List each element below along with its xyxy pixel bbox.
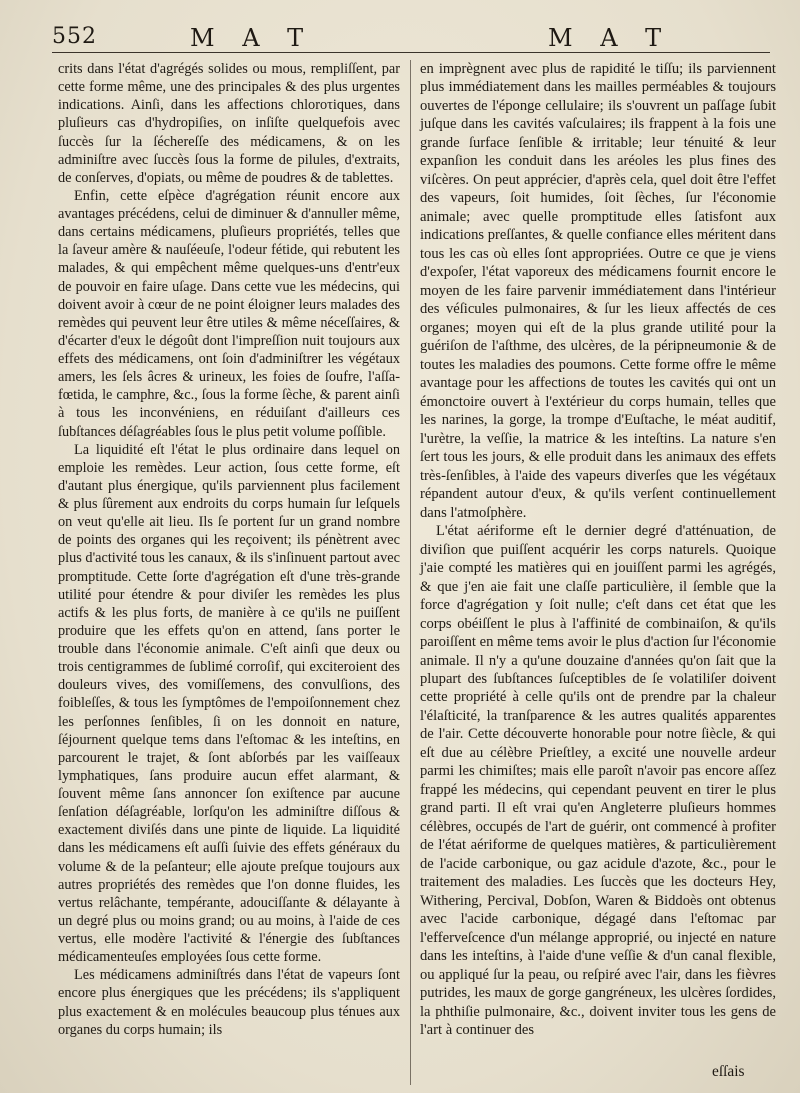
paragraph: Enfin, cette eſpèce d'agrégation réunit encore aux avantages précédens, celui de diminuer & d'annuller même, dans certains médicamens, pluſieurs propriétés, telles que la ſaveur amère & nauſéeuſe, l'odeur fétide, qui rebutent les malades, & qui empêchent même quelques-uns d'entr'eux de pouvoir en faire uſage. Dans cette vue les médecins, qui doivent avoir à cœur de ne point éloigner leurs malades des remèdes qui peuvent leur être utiles & même néceſſaires, & d'écarter d'eux le dégoût dont l'impreſſion nuit toujours aux effets des médicamens, ont ſoin d'adminiſtrer les végétaux amers, les ſels âcres & urineux, les foies de ſoufre, l'aſſa-fœtida, le camphre, &c., ſous la forme ſèche, & parent ainſi à tous les inconvéniens, en réduiſant d'ailleurs ces ſubſtances déſagréables ſous le plus petit volume poſſible. bbox=[58, 187, 400, 440]
left-column bbox=[58, 60, 400, 1039]
page-header bbox=[52, 24, 770, 54]
page-number: 552 bbox=[52, 24, 97, 49]
catchword: eſſais bbox=[712, 1063, 745, 1080]
running-head-left: M A T bbox=[190, 24, 314, 52]
paragraph: L'état aériforme eſt le dernier degré d'atténuation, de diviſion que puiſſent acquérir les corps naturels. Quoique j'aie compté les matières qui en jouiſſent parmi les agrégés, & que j'en aie fait une claſſe particulière, il ſemble que la force d'agrégation y ſoit nulle; c'eſt dans cet état que les corps obéiſſent le plus à l'affinité de combinaiſon, & qu'ils paroiſſent en même tems avoir le plus d'action ſur l'économie animale. Il n'y a qu'une douzaine d'années qu'on ſait que la plupart des ſubſtances ſuſceptibles de ſe volatiliſer doivent cette propriété à celle qu'ils ont de prendre par la chaleur l'élaſticité, la tranſparence & les autres qualités apparentes de l'air. Cette découverte honorable pour notre ſiècle, & qui eſt due au célèbre Prieſtley, a excité une nouvelle ardeur parmi les chimiſtes; mais elle paroît n'avoir pas encore aſſez frappé les médecins, qui cependant peuvent en tirer le plus grand parti. Il eſt vrai qu'en Angleterre pluſieurs hommes célèbres, occupés de l'art de guérir, ont commencé à profiter de l'état aériforme de quelques matières, & particulièrement de l'acide carbonique, ou gaz acidule d'azote, &c., pour le traitement des maladies. Les ſuccès que les docteurs Hey, Withering, Percival, Dobſon, Waren & Biddoès ont obtenus avec l'acide carbonique, dégagé dans l'eſtomac par l'efferveſcence d'un mélange approprié, ou injecté en nature dans les inteſtins, à l'aide d'une veſſie & d'un canal flexible, ou appliqué ſur la peau, ou reſpiré avec l'air, dans les fièvres putrides, les maux de gorge gangréneux, les ulcères ſordides, la phthiſie pulmonaire, &c., doivent inviter tous les gens de l'art à continuer des bbox=[420, 523, 776, 1039]
header-rule bbox=[52, 52, 770, 53]
running-head-right: M A T bbox=[548, 24, 672, 52]
right-column bbox=[420, 60, 776, 1040]
paragraph: La liquidité eſt l'état le plus ordinaire dans lequel on emploie les remèdes. Leur action, ſous cette forme, eſt d'autant plus énergique, qu'ils parviennent plus facilement & plus ſûrement aux endroits du corps humain ſur leſquels on veut qu'elle ait lieu. Ils ſe portent ſur un grand nombre de points des organes qui les reçoivent; ils pénètrent avec plus d'activité tous les canaux, & ils s'inſinuent partout avec promptitude. Cette ſorte d'agrégation eſt d'une très-grande utilité pour étendre & pour diviſer les remèdes les plus actifs & les plus forts, de manière à ce qu'ils ne puiſſent produire que les effets qu'on en attend, ſans porter le trouble dans l'économie animale. C'eſt ainſi que deux ou trois centigrammes de ſublimé corroſif, qui exciteroient des douleurs vives, des vomiſſemens, des convulſions, des foibleſſes, & tous les ſymptômes de l'empoiſonnement chez les perſonnes ſenſibles, ſi on les donnoit en nature, ſéjournent quelque tems dans l'eſtomac & les inteſtins, en parcourent le trajet, & ſont abſorbés par les vaiſſeaux lymphatiques, ſans produire aucun effet alarmant, & ſouvent même ſans annoncer ſon exiſtence par aucune ſenſation déſagréable, lorſqu'on les adminiſtre diſſous & exactement diviſés dans une pinte de liquide. La liquidité dans les médicamens eſt auſſi ſuivie des effets généraux du volume & de la peſanteur; elle ajoute preſque toujours aux autres propriétés des remèdes que l'on donne fluides, les vertus relâchante, tempérante, adouciſſante & délayante à un degré plus ou moins grand; ou au moins, à l'aide de ces vertus, elle modère l'activité & l'énergie des ſubſtances médicamenteuſes employées ſous cette forme. bbox=[58, 441, 400, 966]
paragraph: en imprègnent avec plus de rapidité le tiſſu; ils parviennent plus immédiatement dans les mailles perméables & toujours ouvertes de l'éponge cellulaire; ils s'ouvrent un paſſage ſubit juſque dans les cavités vaſculaires; ils frappent à la fois une grande ſurface ſenſible & irritable; leur ténuité & leur expanſion les conduit dans les aréoles les plus fines des viſcères. On peut apprécier, d'après cela, quel doit être l'effet des vapeurs, ſoit humides, ſoit ſèches, ſur l'économie animale; avec quelle promptitude elles ſatisfont aux indications preſſantes, & quelle confiance elles méritent dans tous les cas où elles ſont appropriées. Outre ce que je viens d'expoſer, l'état vaporeux des médicamens fournit encore le moyen de les faire parvenir immédiatement dans l'intérieur des véſicules pulmonaires, & ſur les lieux affectés de ces organes; moyen qui eſt de la plus grande utilité pour la guériſon de l'aſthme, des ulcères, de la péripneumonie & de toutes les maladies des poumons. Cette forme offre le même avantage pour les affections de toutes les cavités qui ont un émonctoire ouvert à l'extérieur du corps humain, telles que les narines, la gorge, la trompe d'Euſtache, le méat auditif, l'urètre, la veſſie, la matrice & les inteſtins. La nature s'en ſert tous les jours, & elle produit dans les animaux des effets très-ſenſibles, à l'aide des vapeurs diverſes que les végétaux répandent autour d'eux, & qu'ils verſent continuellement dans l'atmoſphère. bbox=[420, 61, 776, 521]
column-divider bbox=[410, 60, 411, 1085]
paragraph: crits dans l'état d'agrégés solides ou mous, rempliſſent, par cette forme même, une des principales & des plus urgentes indications. Ainſi, dans les affections chloroτiques, dans pluſieurs cas d'hydropiſies, on inſiſte quelquefois avec ſuccès ſur la ſécherеſſe des médicamens, & on les adminiſtre avec ſuccès ſous la forme de pilules, d'extraits, de conſerves, d'opiats, ou même de poudres & de tablettes. bbox=[58, 61, 400, 186]
paragraph: Les médicamens adminiſtrés dans l'état de vapeurs ſont encore plus énergiques que les précédens; ils s'appliquent plus exactement & en molécules beaucoup plus ténues aux organes du corps humain; ils bbox=[58, 967, 400, 1038]
